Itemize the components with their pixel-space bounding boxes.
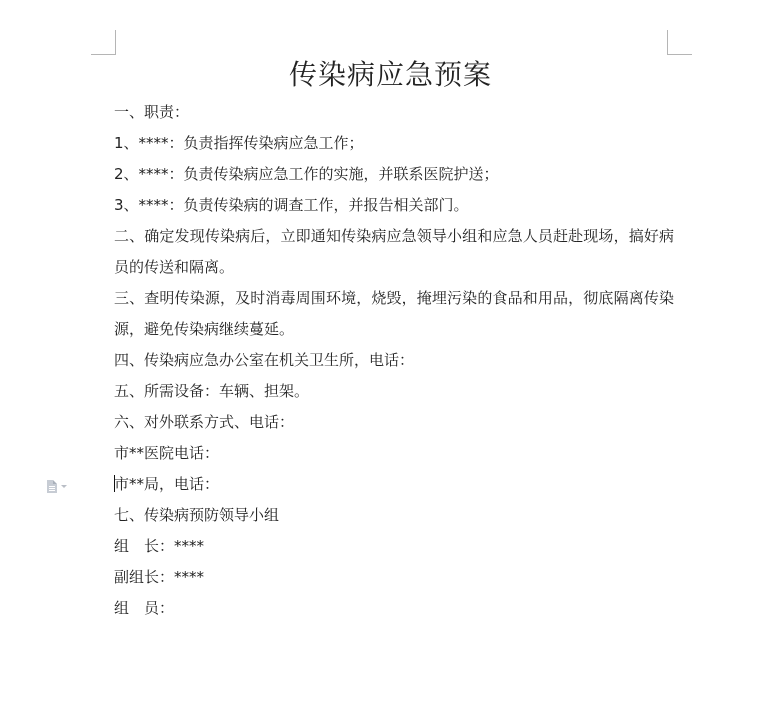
paragraph-duty-3[interactable]: 3、****：负责传染病的调查工作，并报告相关部门。 [114,196,469,214]
paragraph-section-6[interactable]: 六、对外联系方式、电话： [114,413,295,431]
paragraph-group-members[interactable]: 组 员： [114,599,175,617]
paragraph-duty-1[interactable]: 1、****：负责指挥传染病应急工作； [114,134,364,152]
chevron-down-icon [61,485,67,488]
top-left-margin-mark [91,30,116,55]
document-icon [47,480,57,493]
paragraph-handle-button[interactable] [47,478,77,494]
paragraph-bureau-phone-text: 市**局，电话： [114,475,220,493]
paragraph-section-5[interactable]: 五、所需设备：车辆、担架。 [114,382,310,400]
document-title[interactable]: 传染病应急预案 [288,58,492,91]
paragraph-group-leader[interactable]: 组 长：**** [114,537,205,555]
document-body[interactable] [114,97,674,624]
paragraph-section-7[interactable]: 七、传染病预防领导小组 [114,506,280,524]
paragraph-duties-heading[interactable]: 一、职责： [114,103,190,121]
paragraph-deputy-leader[interactable]: 副组长：**** [114,568,205,586]
paragraph-section-2[interactable]: 二、确定发现传染病后，立即通知传染病应急领导小组和应急人员赶赴现场，搞好病员的传送和隔离。 [114,227,674,276]
paragraph-section-3[interactable]: 三、查明传染源，及时消毒周围环境，烧毁，掩埋污染的食品和用品，彻底隔离传染源，避免传染病继续蔓延。 [114,289,674,338]
paragraph-duty-2[interactable]: 2、****：负责传染病应急工作的实施，并联系医院护送； [114,165,499,183]
top-right-margin-mark [667,30,692,55]
paragraph-hospital-phone[interactable]: 市**医院电话： [114,444,220,462]
paragraph-section-4[interactable]: 四、传染病应急办公室在机关卫生所，电话： [114,351,415,369]
paragraph-bureau-phone[interactable] [114,469,674,500]
